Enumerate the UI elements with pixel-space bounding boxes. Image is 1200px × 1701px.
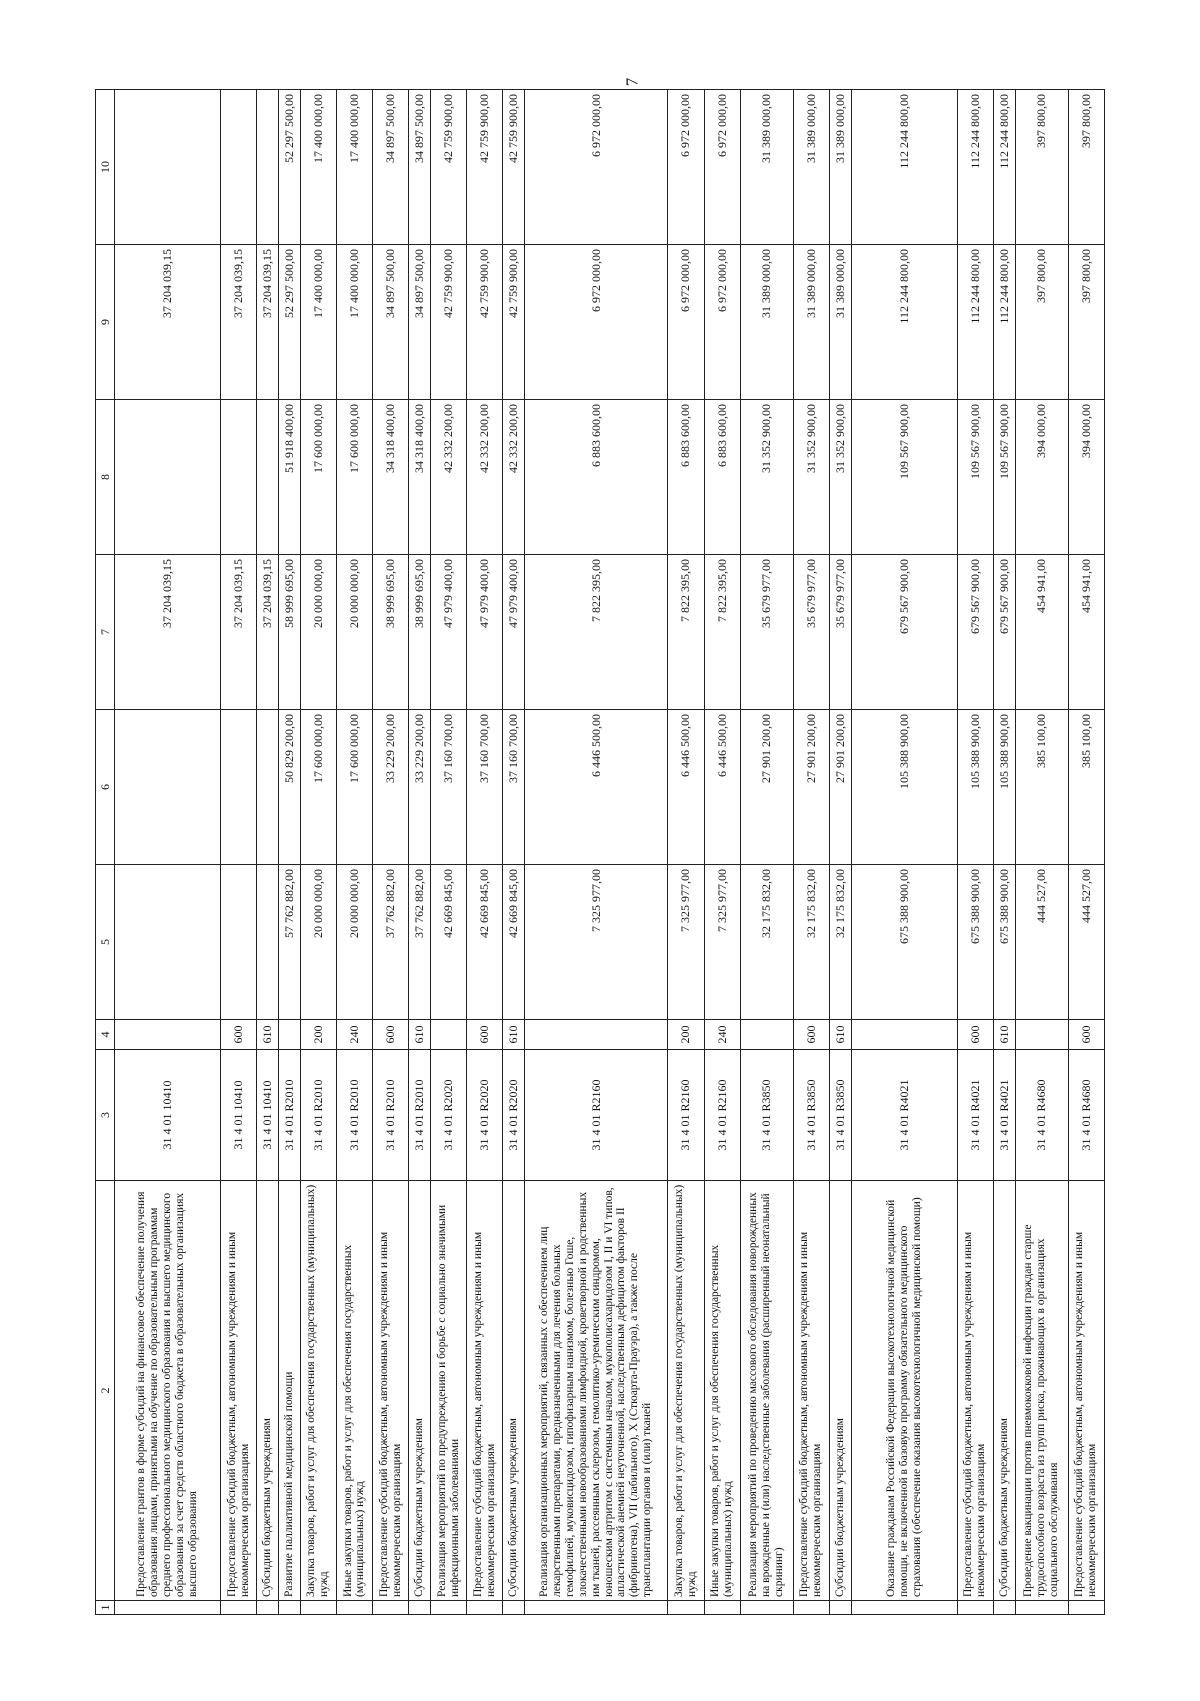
amount-col9-cell: 17 400 000,00 bbox=[336, 245, 372, 400]
amount-col7-cell: 679 567 900,00 bbox=[993, 555, 1015, 710]
table-row bbox=[1015, 90, 1068, 1615]
amount-col7-cell: 35 679 977,00 bbox=[829, 555, 851, 710]
amount-col10-cell: 397 800,00 bbox=[1068, 90, 1104, 245]
amount-col8-cell: 394 000,00 bbox=[1015, 400, 1068, 555]
classification-code-cell: 31 4 01 R2010 bbox=[300, 1050, 336, 1181]
classification-code-cell: 31 4 01 R2160 bbox=[704, 1050, 740, 1181]
amount-col9-cell: 37 204 039,15 bbox=[115, 245, 221, 400]
expense-name-cell: Оказание гражданам Российской Федерации высокотехнологичной медицинской помощи, не включенной в базовую программу обязательного медицинского страхования (обеспечение оказания высокотехнологичной медицинской помощи) bbox=[851, 1181, 957, 1601]
amount-col6-cell: 6 446 500,00 bbox=[704, 710, 740, 865]
amount-col10-cell: 42 759 900,00 bbox=[503, 90, 525, 245]
expense-type-code-cell: 610 bbox=[829, 1020, 851, 1050]
amount-col7-cell: 7 822 395,00 bbox=[668, 555, 704, 710]
amount-col8-cell: 31 352 900,00 bbox=[829, 400, 851, 555]
amount-col9-cell: 31 389 000,00 bbox=[740, 245, 793, 400]
amount-col7-cell: 7 822 395,00 bbox=[524, 555, 667, 710]
amount-col8-cell: 31 352 900,00 bbox=[793, 400, 829, 555]
expense-type-code-cell: 240 bbox=[704, 1020, 740, 1050]
amount-col10-cell: 6 972 000,00 bbox=[524, 90, 667, 245]
expense-type-code-cell: 200 bbox=[300, 1020, 336, 1050]
table-cell-col1 bbox=[373, 1601, 409, 1615]
classification-code-cell: 31 4 01 R2020 bbox=[430, 1050, 466, 1181]
expense-name-cell: Реализация мероприятий по предупреждению и борьбе с социально значимыми инфекционными заболеваниями bbox=[430, 1181, 466, 1601]
amount-col6-cell: 17 600 000,00 bbox=[336, 710, 372, 865]
classification-code-cell: 31 4 01 R2010 bbox=[336, 1050, 372, 1181]
classification-code-cell: 31 4 01 R2010 bbox=[279, 1050, 301, 1181]
table-row bbox=[793, 90, 829, 1615]
amount-col5-cell: 37 762 882,00 bbox=[373, 865, 409, 1020]
table-cell-col1 bbox=[300, 1601, 336, 1615]
amount-col10-cell: 112 244 800,00 bbox=[851, 90, 957, 245]
expense-name-cell: Реализация организационных мероприятий, связанных с обеспечением лиц лекарственными препаратами, предназначенными для лечения больных гемофилией, муковисцидозом, гипофизарным нанизмом, болезнью Гоше, злокачественными новообразованиями лимфоидной, кроветворной и родственных им тканей, рассеянным склерозом, гемолитико-уремическим синдромом, юношеским артритом с системным началом, мукополисахаридозом I, II и VI типов, апластической анемией неуточненной, наследственным дефицитом факторов II (фибриногена), VII (лабильного), X (Стюарта-Прауэра), а также после трансплантации органов и (или) тканей bbox=[524, 1181, 667, 1601]
table-cell-col1 bbox=[993, 1601, 1015, 1615]
classification-code-cell: 31 4 01 R2020 bbox=[503, 1050, 525, 1181]
amount-col8-cell bbox=[115, 400, 221, 555]
amount-col5-cell: 32 175 832,00 bbox=[793, 865, 829, 1020]
expense-type-code-cell: 610 bbox=[993, 1020, 1015, 1050]
amount-col10-cell: 42 759 900,00 bbox=[430, 90, 466, 245]
table-cell-col1 bbox=[467, 1601, 503, 1615]
amount-col5-cell: 675 388 900,00 bbox=[851, 865, 957, 1020]
amount-col10-cell: 31 389 000,00 bbox=[740, 90, 793, 245]
amount-col6-cell: 6 446 500,00 bbox=[668, 710, 704, 865]
amount-col5-cell: 20 000 000,00 bbox=[300, 865, 336, 1020]
amount-col7-cell: 47 979 400,00 bbox=[467, 555, 503, 710]
classification-code-cell: 31 4 01 R4021 bbox=[993, 1050, 1015, 1181]
expense-type-code-cell: 600 bbox=[221, 1020, 257, 1050]
expense-name-cell: Субсидии бюджетным учреждениям bbox=[829, 1181, 851, 1601]
amount-col5-cell: 32 175 832,00 bbox=[740, 865, 793, 1020]
amount-col9-cell: 42 759 900,00 bbox=[467, 245, 503, 400]
amount-col8-cell: 109 567 900,00 bbox=[851, 400, 957, 555]
amount-col6-cell: 6 446 500,00 bbox=[524, 710, 667, 865]
classification-code-cell: 31 4 01 R2020 bbox=[467, 1050, 503, 1181]
amount-col8-cell bbox=[221, 400, 257, 555]
amount-col9-cell: 37 204 039,15 bbox=[221, 245, 257, 400]
amount-col8-cell: 109 567 900,00 bbox=[993, 400, 1015, 555]
column-header: 9 bbox=[96, 245, 115, 400]
expense-type-code-cell: 610 bbox=[257, 1020, 279, 1050]
table-row bbox=[1068, 90, 1104, 1615]
amount-col10-cell: 17 400 000,00 bbox=[300, 90, 336, 245]
table-row bbox=[957, 90, 993, 1615]
amount-col5-cell: 20 000 000,00 bbox=[336, 865, 372, 1020]
expense-type-code-cell: 610 bbox=[409, 1020, 431, 1050]
amount-col10-cell: 397 800,00 bbox=[1015, 90, 1068, 245]
amount-col10-cell: 17 400 000,00 bbox=[336, 90, 372, 245]
amount-col5-cell: 37 762 882,00 bbox=[409, 865, 431, 1020]
column-header-row bbox=[96, 90, 115, 1615]
table-row bbox=[279, 90, 301, 1615]
table-cell-col1 bbox=[430, 1601, 466, 1615]
amount-col9-cell: 42 759 900,00 bbox=[430, 245, 466, 400]
table-cell-col1 bbox=[115, 1601, 221, 1615]
classification-code-cell: 31 4 01 R3850 bbox=[740, 1050, 793, 1181]
amount-col9-cell: 37 204 039,15 bbox=[257, 245, 279, 400]
amount-col8-cell: 34 318 400,00 bbox=[373, 400, 409, 555]
expense-name-cell: Предоставление субсидий бюджетным, автономным учреждениям и иным некоммерческим организациям bbox=[373, 1181, 409, 1601]
classification-code-cell: 31 4 01 10410 bbox=[221, 1050, 257, 1181]
amount-col6-cell: 105 388 900,00 bbox=[993, 710, 1015, 865]
table-row bbox=[524, 90, 667, 1615]
amount-col8-cell: 109 567 900,00 bbox=[957, 400, 993, 555]
amount-col9-cell: 112 244 800,00 bbox=[957, 245, 993, 400]
amount-col5-cell: 444 527,00 bbox=[1015, 865, 1068, 1020]
amount-col5-cell: 444 527,00 bbox=[1068, 865, 1104, 1020]
amount-col10-cell: 34 897 500,00 bbox=[409, 90, 431, 245]
classification-code-cell: 31 4 01 R2160 bbox=[524, 1050, 667, 1181]
amount-col10-cell: 34 897 500,00 bbox=[373, 90, 409, 245]
expense-type-code-cell: 600 bbox=[373, 1020, 409, 1050]
amount-col7-cell: 38 999 695,00 bbox=[409, 555, 431, 710]
column-header: 2 bbox=[96, 1181, 115, 1601]
table-cell-col1 bbox=[957, 1601, 993, 1615]
amount-col6-cell: 105 388 900,00 bbox=[851, 710, 957, 865]
expense-name-cell: Предоставление субсидий бюджетным, автономным учреждениям и иным некоммерческим организациям bbox=[1068, 1181, 1104, 1601]
expense-type-code-cell bbox=[115, 1020, 221, 1050]
classification-code-cell: 31 4 01 10410 bbox=[257, 1050, 279, 1181]
amount-col6-cell: 385 100,00 bbox=[1015, 710, 1068, 865]
amount-col7-cell: 679 567 900,00 bbox=[851, 555, 957, 710]
budget-table bbox=[95, 89, 1105, 1615]
amount-col10-cell: 31 389 000,00 bbox=[829, 90, 851, 245]
column-header: 4 bbox=[96, 1020, 115, 1050]
amount-col7-cell: 20 000 000,00 bbox=[336, 555, 372, 710]
column-header: 8 bbox=[96, 400, 115, 555]
amount-col7-cell: 454 941,00 bbox=[1015, 555, 1068, 710]
amount-col10-cell: 112 244 800,00 bbox=[957, 90, 993, 245]
table-cell-col1 bbox=[668, 1601, 704, 1615]
expense-name-cell: Иные закупки товаров, работ и услуг для обеспечения государственных (муниципальных) нужд bbox=[704, 1181, 740, 1601]
amount-col6-cell: 37 160 700,00 bbox=[467, 710, 503, 865]
amount-col6-cell: 33 229 200,00 bbox=[409, 710, 431, 865]
amount-col7-cell: 37 204 039,15 bbox=[221, 555, 257, 710]
amount-col7-cell: 47 979 400,00 bbox=[430, 555, 466, 710]
amount-col8-cell: 6 883 600,00 bbox=[704, 400, 740, 555]
expense-name-cell: Развитие паллиативной медицинской помощи bbox=[279, 1181, 301, 1601]
amount-col6-cell: 27 901 200,00 bbox=[740, 710, 793, 865]
expense-type-code-cell bbox=[279, 1020, 301, 1050]
table-cell-col1 bbox=[409, 1601, 431, 1615]
expense-name-cell: Реализация мероприятий по проведению массового обследования новорожденных на врожденные и (или) наследственные заболевания (расширенный неонатальный скрининг) bbox=[740, 1181, 793, 1601]
amount-col6-cell: 27 901 200,00 bbox=[829, 710, 851, 865]
amount-col5-cell: 32 175 832,00 bbox=[829, 865, 851, 1020]
amount-col9-cell: 34 897 500,00 bbox=[373, 245, 409, 400]
amount-col5-cell: 7 325 977,00 bbox=[704, 865, 740, 1020]
classification-code-cell: 31 4 01 R4021 bbox=[851, 1050, 957, 1181]
classification-code-cell: 31 4 01 R2010 bbox=[409, 1050, 431, 1181]
amount-col5-cell bbox=[115, 865, 221, 1020]
table-cell-col1 bbox=[704, 1601, 740, 1615]
amount-col9-cell: 397 800,00 bbox=[1015, 245, 1068, 400]
table-cell-col1 bbox=[257, 1601, 279, 1615]
amount-col6-cell: 105 388 900,00 bbox=[957, 710, 993, 865]
amount-col10-cell: 52 297 500,00 bbox=[279, 90, 301, 245]
amount-col6-cell: 385 100,00 bbox=[1068, 710, 1104, 865]
table-body bbox=[115, 90, 1105, 1615]
classification-code-cell: 31 4 01 R4680 bbox=[1015, 1050, 1068, 1181]
amount-col8-cell: 42 332 200,00 bbox=[467, 400, 503, 555]
amount-col6-cell bbox=[115, 710, 221, 865]
table-cell-col1 bbox=[1068, 1601, 1104, 1615]
expense-name-cell: Субсидии бюджетным учреждениям bbox=[409, 1181, 431, 1601]
amount-col9-cell: 6 972 000,00 bbox=[668, 245, 704, 400]
expense-type-code-cell: 610 bbox=[503, 1020, 525, 1050]
amount-col5-cell bbox=[257, 865, 279, 1020]
column-header: 5 bbox=[96, 865, 115, 1020]
amount-col7-cell: 38 999 695,00 bbox=[373, 555, 409, 710]
table-row bbox=[300, 90, 336, 1615]
amount-col7-cell: 20 000 000,00 bbox=[300, 555, 336, 710]
amount-col5-cell: 42 669 845,00 bbox=[503, 865, 525, 1020]
expense-type-code-cell: 240 bbox=[336, 1020, 372, 1050]
amount-col8-cell: 42 332 200,00 bbox=[503, 400, 525, 555]
amount-col8-cell bbox=[257, 400, 279, 555]
amount-col5-cell: 675 388 900,00 bbox=[993, 865, 1015, 1020]
table-cell-col1 bbox=[740, 1601, 793, 1615]
amount-col9-cell: 42 759 900,00 bbox=[503, 245, 525, 400]
amount-col10-cell: 6 972 000,00 bbox=[704, 90, 740, 245]
table-row bbox=[373, 90, 409, 1615]
table-cell-col1 bbox=[336, 1601, 372, 1615]
table-cell-col1 bbox=[1015, 1601, 1068, 1615]
expense-name-cell: Закупка товаров, работ и услуг для обеспечения государственных (муниципальных) нужд bbox=[300, 1181, 336, 1601]
table-cell-col1 bbox=[829, 1601, 851, 1615]
amount-col8-cell: 31 352 900,00 bbox=[740, 400, 793, 555]
expense-name-cell: Субсидии бюджетным учреждениям bbox=[503, 1181, 525, 1601]
expense-type-code-cell bbox=[524, 1020, 667, 1050]
column-header: 3 bbox=[96, 1050, 115, 1181]
amount-col6-cell: 17 600 000,00 bbox=[300, 710, 336, 865]
amount-col10-cell bbox=[115, 90, 221, 245]
amount-col9-cell: 34 897 500,00 bbox=[409, 245, 431, 400]
table-cell-col1 bbox=[524, 1601, 667, 1615]
classification-code-cell: 31 4 01 10410 bbox=[115, 1050, 221, 1181]
amount-col9-cell: 397 800,00 bbox=[1068, 245, 1104, 400]
amount-col9-cell: 112 244 800,00 bbox=[851, 245, 957, 400]
amount-col10-cell bbox=[221, 90, 257, 245]
amount-col6-cell bbox=[257, 710, 279, 865]
amount-col9-cell: 17 400 000,00 bbox=[300, 245, 336, 400]
classification-code-cell: 31 4 01 R4680 bbox=[1068, 1050, 1104, 1181]
amount-col6-cell: 33 229 200,00 bbox=[373, 710, 409, 865]
amount-col7-cell: 7 822 395,00 bbox=[704, 555, 740, 710]
page-number: 7 bbox=[622, 77, 642, 87]
amount-col7-cell: 679 567 900,00 bbox=[957, 555, 993, 710]
amount-col8-cell: 51 918 400,00 bbox=[279, 400, 301, 555]
table-cell-col1 bbox=[851, 1601, 957, 1615]
column-header: 10 bbox=[96, 90, 115, 245]
expense-name-cell: Предоставление субсидий бюджетным, автономным учреждениям и иным некоммерческим организациям bbox=[221, 1181, 257, 1601]
table-cell-col1 bbox=[221, 1601, 257, 1615]
expense-name-cell: Предоставление грантов в форме субсидий на финансовое обеспечение получения образования лицами, принятыми на обучение по образовательным программам среднего профессионального медицинского образования и высшего медицинского образования за счет средств областного бюджета в образовательных организациях высшего образования bbox=[115, 1181, 221, 1601]
amount-col6-cell: 37 160 700,00 bbox=[430, 710, 466, 865]
classification-code-cell: 31 4 01 R2160 bbox=[668, 1050, 704, 1181]
amount-col9-cell: 31 389 000,00 bbox=[829, 245, 851, 400]
amount-col8-cell: 42 332 200,00 bbox=[430, 400, 466, 555]
amount-col8-cell: 17 600 000,00 bbox=[336, 400, 372, 555]
table-row bbox=[851, 90, 957, 1615]
expense-name-cell: Предоставление субсидий бюджетным, автономным учреждениям и иным некоммерческим организациям bbox=[467, 1181, 503, 1601]
amount-col7-cell: 454 941,00 bbox=[1068, 555, 1104, 710]
table-row bbox=[829, 90, 851, 1615]
expense-name-cell: Субсидии бюджетным учреждениям bbox=[993, 1181, 1015, 1601]
amount-col7-cell: 37 204 039,15 bbox=[115, 555, 221, 710]
amount-col5-cell: 7 325 977,00 bbox=[668, 865, 704, 1020]
table-row bbox=[668, 90, 704, 1615]
table-row bbox=[336, 90, 372, 1615]
amount-col10-cell: 6 972 000,00 bbox=[668, 90, 704, 245]
table-row bbox=[503, 90, 525, 1615]
expense-name-cell: Предоставление субсидий бюджетным, автономным учреждениям и иным некоммерческим организациям bbox=[957, 1181, 993, 1601]
column-header: 7 bbox=[96, 555, 115, 710]
amount-col8-cell: 17 600 000,00 bbox=[300, 400, 336, 555]
expense-type-code-cell bbox=[430, 1020, 466, 1050]
expense-name-cell: Предоставление субсидий бюджетным, автономным учреждениям и иным некоммерческим организациям bbox=[793, 1181, 829, 1601]
amount-col5-cell: 42 669 845,00 bbox=[430, 865, 466, 1020]
expense-type-code-cell bbox=[1015, 1020, 1068, 1050]
amount-col8-cell: 6 883 600,00 bbox=[668, 400, 704, 555]
amount-col9-cell: 112 244 800,00 bbox=[993, 245, 1015, 400]
expense-type-code-cell: 200 bbox=[668, 1020, 704, 1050]
expense-type-code-cell bbox=[851, 1020, 957, 1050]
expense-type-code-cell: 600 bbox=[957, 1020, 993, 1050]
amount-col8-cell: 34 318 400,00 bbox=[409, 400, 431, 555]
amount-col5-cell: 42 669 845,00 bbox=[467, 865, 503, 1020]
expense-name-cell: Проведение вакцинации против пневмококковой инфекции граждан старше трудоспособного возраста из групп риска, проживающих в организациях социального обслуживания bbox=[1015, 1181, 1068, 1601]
classification-code-cell: 31 4 01 R2010 bbox=[373, 1050, 409, 1181]
amount-col9-cell: 52 297 500,00 bbox=[279, 245, 301, 400]
amount-col10-cell: 112 244 800,00 bbox=[993, 90, 1015, 245]
expense-type-code-cell: 600 bbox=[467, 1020, 503, 1050]
amount-col6-cell: 27 901 200,00 bbox=[793, 710, 829, 865]
amount-col7-cell: 37 204 039,15 bbox=[257, 555, 279, 710]
amount-col7-cell: 47 979 400,00 bbox=[503, 555, 525, 710]
table-cell-col1 bbox=[503, 1601, 525, 1615]
rotated-page-content bbox=[95, 90, 1105, 1615]
amount-col6-cell: 37 160 700,00 bbox=[503, 710, 525, 865]
amount-col10-cell bbox=[257, 90, 279, 245]
amount-col5-cell: 7 325 977,00 bbox=[524, 865, 667, 1020]
amount-col8-cell: 6 883 600,00 bbox=[524, 400, 667, 555]
amount-col9-cell: 31 389 000,00 bbox=[793, 245, 829, 400]
expense-name-cell: Субсидии бюджетным учреждениям bbox=[257, 1181, 279, 1601]
expense-type-code-cell bbox=[740, 1020, 793, 1050]
table-row bbox=[115, 90, 221, 1615]
table-row bbox=[221, 90, 257, 1615]
amount-col8-cell: 394 000,00 bbox=[1068, 400, 1104, 555]
amount-col5-cell: 675 388 900,00 bbox=[957, 865, 993, 1020]
amount-col5-cell: 57 762 882,00 bbox=[279, 865, 301, 1020]
expense-name-cell: Закупка товаров, работ и услуг для обеспечения государственных (муниципальных) нужд bbox=[668, 1181, 704, 1601]
expense-name-cell: Иные закупки товаров, работ и услуг для обеспечения государственных (муниципальных) нужд bbox=[336, 1181, 372, 1601]
expense-type-code-cell: 600 bbox=[1068, 1020, 1104, 1050]
expense-type-code-cell: 600 bbox=[793, 1020, 829, 1050]
amount-col6-cell bbox=[221, 710, 257, 865]
column-header: 1 bbox=[96, 1601, 115, 1615]
amount-col10-cell: 31 389 000,00 bbox=[793, 90, 829, 245]
table-row bbox=[257, 90, 279, 1615]
column-header: 6 bbox=[96, 710, 115, 865]
amount-col7-cell: 58 999 695,00 bbox=[279, 555, 301, 710]
classification-code-cell: 31 4 01 R4021 bbox=[957, 1050, 993, 1181]
table-row bbox=[993, 90, 1015, 1615]
amount-col7-cell: 35 679 977,00 bbox=[740, 555, 793, 710]
table-row bbox=[740, 90, 793, 1615]
table-row bbox=[704, 90, 740, 1615]
table-row bbox=[467, 90, 503, 1615]
classification-code-cell: 31 4 01 R3850 bbox=[793, 1050, 829, 1181]
amount-col7-cell: 35 679 977,00 bbox=[793, 555, 829, 710]
amount-col9-cell: 6 972 000,00 bbox=[524, 245, 667, 400]
amount-col10-cell: 42 759 900,00 bbox=[467, 90, 503, 245]
table-cell-col1 bbox=[793, 1601, 829, 1615]
table-row bbox=[430, 90, 466, 1615]
amount-col9-cell: 6 972 000,00 bbox=[704, 245, 740, 400]
table-row bbox=[409, 90, 431, 1615]
table-cell-col1 bbox=[279, 1601, 301, 1615]
amount-col5-cell bbox=[221, 865, 257, 1020]
amount-col6-cell: 50 829 200,00 bbox=[279, 710, 301, 865]
classification-code-cell: 31 4 01 R3850 bbox=[829, 1050, 851, 1181]
